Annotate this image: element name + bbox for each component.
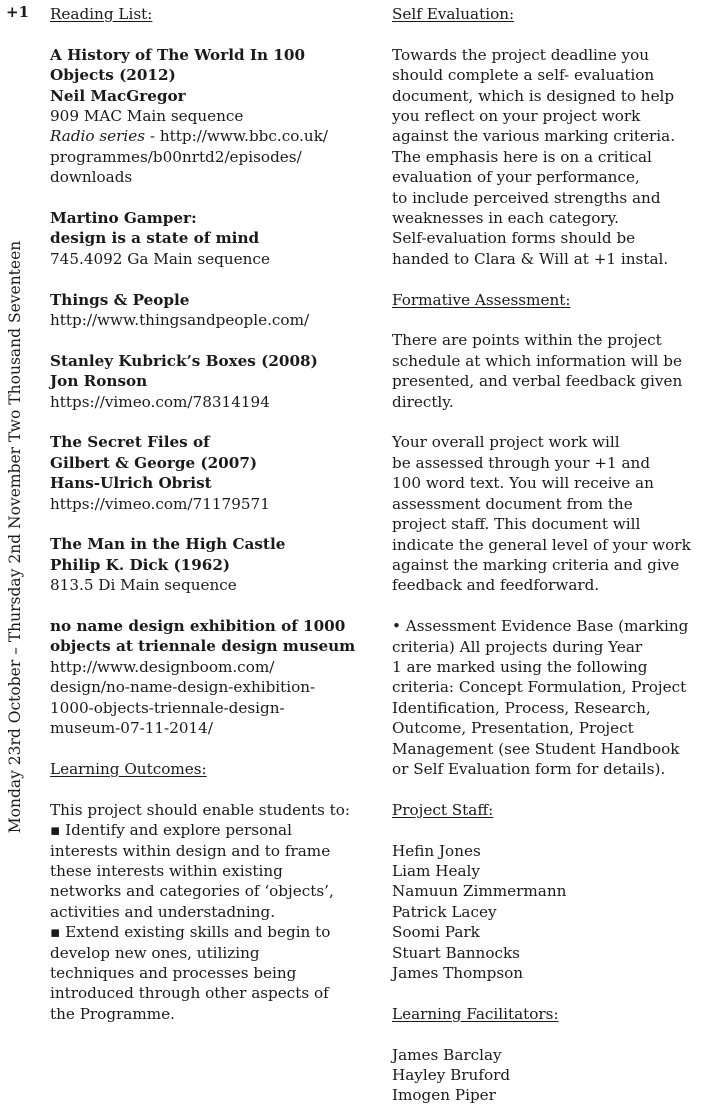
staff-name: Stuart Bannocks (392, 943, 520, 962)
reading-entry-title: The Man in the High Castle (50, 535, 286, 554)
right-column (392, 4, 718, 1106)
learning-outcome-line: activities and understadning. (50, 902, 276, 921)
self-evaluation-line: should complete a self- evaluation (392, 66, 655, 85)
self-evaluation-line: evaluation of your performance, (392, 168, 640, 187)
facilitator-name: Imogen Piper (392, 1086, 496, 1105)
project-staff-section (392, 800, 718, 984)
facilitator-name: James Barclay (392, 1045, 502, 1064)
project-staff-list (392, 841, 718, 984)
reading-entry-detail: https://vimeo.com/78314194 (50, 392, 270, 411)
reading-entry-detail: 909 MAC Main sequence (50, 107, 244, 126)
self-evaluation-line: Self-evaluation forms should be (392, 229, 636, 248)
reading-entry (50, 208, 380, 269)
reading-entry-title: Martino Gamper: (50, 209, 197, 228)
formative-line: be assessed through your +1 and (392, 453, 651, 472)
formative-line: There are points within the project (392, 331, 662, 350)
reading-entry (50, 432, 380, 514)
formative-assessment-heading: Formative Assessment: (392, 290, 571, 309)
reading-entry-title: Gilbert & George (2007) (50, 453, 258, 472)
learning-facilitators-heading: Learning Facilitators: (392, 1004, 559, 1023)
learning-outcome-line: the Programme. (50, 1004, 175, 1023)
reading-entry-author: Neil MacGregor (50, 86, 186, 105)
learning-outcome-line: This project should enable students to: (50, 800, 351, 819)
reading-entry-detail: museum-07-11-2014/ (50, 719, 213, 738)
left-column (50, 4, 380, 1024)
formative-line: feedback and feedforward. (392, 576, 600, 595)
staff-name: James Thompson (392, 963, 524, 982)
reading-entry-title: The Secret Files of (50, 433, 210, 452)
reading-entry-detail: https://vimeo.com/71179571 (50, 494, 270, 513)
self-evaluation-line: you reflect on your project work (392, 107, 641, 126)
staff-name: Namuun Zimmermann (392, 882, 567, 901)
learning-outcome-line: ▪ Identify and explore personal (50, 821, 292, 840)
reading-entry-radio-line (50, 126, 380, 146)
formative-line: criteria) All projects during Year (392, 637, 643, 656)
formative-line: directly. (392, 392, 454, 411)
reading-list-section (50, 4, 380, 739)
formative-paragraph (392, 330, 718, 412)
radio-series-label: Radio series (50, 127, 146, 146)
facilitator-name: Hayley Bruford (392, 1065, 511, 1084)
formative-line: presented, and verbal feedback given (392, 372, 683, 391)
learning-facilitators-list (392, 1045, 718, 1106)
self-evaluation-heading: Self Evaluation: (392, 5, 515, 23)
formative-line: schedule at which information will be (392, 351, 682, 370)
formative-line: 100 word text. You will receive an (392, 474, 654, 493)
self-evaluation-line: against the various marking criteria. (392, 127, 676, 146)
reading-entry-detail: 813.5 Di Main sequence (50, 576, 237, 595)
learning-outcome-line: interests within design and to frame (50, 841, 331, 860)
formative-assessment-section (392, 290, 718, 780)
radio-series-link: - http://www.bbc.co.uk/ (145, 127, 329, 146)
reading-entry-detail: http://www.thingsandpeople.com/ (50, 311, 310, 330)
reading-entry-link: programmes/b00nrtd2/episodes/ (50, 147, 302, 166)
self-evaluation-line: The emphasis here is on a critical (392, 147, 652, 166)
reading-entry (50, 534, 380, 595)
learning-outcome-line: develop new ones, utilizing (50, 943, 260, 962)
self-evaluation-line: weaknesses in each category. (392, 209, 620, 228)
reading-entry-link: downloads (50, 168, 133, 187)
reading-entry-title: Jon Ronson (50, 372, 148, 391)
page-marker: +1 (6, 3, 30, 21)
reading-entry-title: objects at triennale design museum (50, 637, 356, 656)
self-evaluation-line: document, which is designed to help (392, 86, 675, 105)
formative-line: Management (see Student Handbook (392, 739, 680, 758)
reading-entry-detail: http://www.designboom.com/ (50, 657, 275, 676)
formative-line: Your overall project work will (392, 433, 620, 452)
formative-line: or Self Evaluation form for details). (392, 759, 666, 778)
side-date-text: Monday 23rd October – Thursday 2nd November Two Thousand Seventeen (6, 240, 24, 834)
reading-entry-title: Things & People (50, 290, 190, 309)
formative-line: against the marking criteria and give (392, 555, 680, 574)
self-evaluation-text (392, 45, 718, 269)
reading-entry (50, 45, 380, 188)
formative-paragraph (392, 616, 718, 779)
learning-outcome-line: introduced through other aspects of (50, 984, 329, 1003)
formative-line: Outcome, Presentation, Project (392, 719, 634, 738)
formative-line: indicate the general level of your work (392, 535, 691, 554)
reading-list-entries (50, 45, 380, 739)
reading-entry-detail: 1000-objects-triennale-design- (50, 698, 285, 717)
reading-entry-title: A History of The World In 100 (50, 45, 306, 64)
learning-outcomes-heading: Learning Outcomes: (50, 759, 207, 778)
reading-entry-title: Stanley Kubrick’s Boxes (2008) (50, 351, 318, 370)
reading-entry (50, 290, 380, 331)
learning-facilitators-section (392, 1004, 718, 1106)
formative-assessment-text (392, 330, 718, 779)
learning-outcome-line: networks and categories of ‘objects’, (50, 882, 334, 901)
reading-entry-title: no name design exhibition of 1000 (50, 617, 346, 636)
learning-outcome-line: techniques and processes being (50, 963, 297, 982)
reading-entry (50, 616, 380, 738)
formative-line: criteria: Concept Formulation, Project (392, 678, 687, 697)
self-evaluation-section (392, 4, 718, 269)
project-staff-heading: Project Staff: (392, 800, 494, 819)
reading-entry-title: Philip K. Dick (1962) (50, 555, 231, 574)
formative-line: project staff. This document will (392, 515, 641, 534)
staff-name: Liam Healy (392, 861, 480, 880)
self-evaluation-line: handed to Clara & Will at +1 instal. (392, 249, 669, 268)
self-evaluation-line: Towards the project deadline you (392, 45, 650, 64)
learning-outcomes-text (50, 800, 380, 1024)
staff-name: Soomi Park (392, 923, 480, 942)
side-date-banner (0, 34, 30, 1040)
reading-list-heading: Reading List: (50, 5, 153, 23)
learning-outcome-line: ▪ Extend existing skills and begin to (50, 923, 331, 942)
reading-entry-title: design is a state of mind (50, 229, 260, 248)
learning-outcomes-section (50, 759, 380, 1024)
staff-name: Hefin Jones (392, 841, 481, 860)
formative-line: 1 are marked using the following (392, 657, 648, 676)
formative-line: • Assessment Evidence Base (marking (392, 617, 689, 636)
reading-entry-title: Objects (2012) (50, 66, 176, 85)
reading-entry (50, 351, 380, 412)
learning-outcome-line: these interests within existing (50, 861, 283, 880)
reading-entry-detail: design/no-name-design-exhibition- (50, 678, 316, 697)
formative-paragraph (392, 432, 718, 595)
self-evaluation-line: to include perceived strengths and (392, 188, 661, 207)
formative-line: Identification, Process, Research, (392, 698, 651, 717)
staff-name: Patrick Lacey (392, 902, 497, 921)
reading-entry-detail: 745.4092 Ga Main sequence (50, 249, 270, 268)
formative-line: assessment document from the (392, 494, 633, 513)
reading-entry-title: Hans-Ulrich Obrist (50, 474, 212, 493)
